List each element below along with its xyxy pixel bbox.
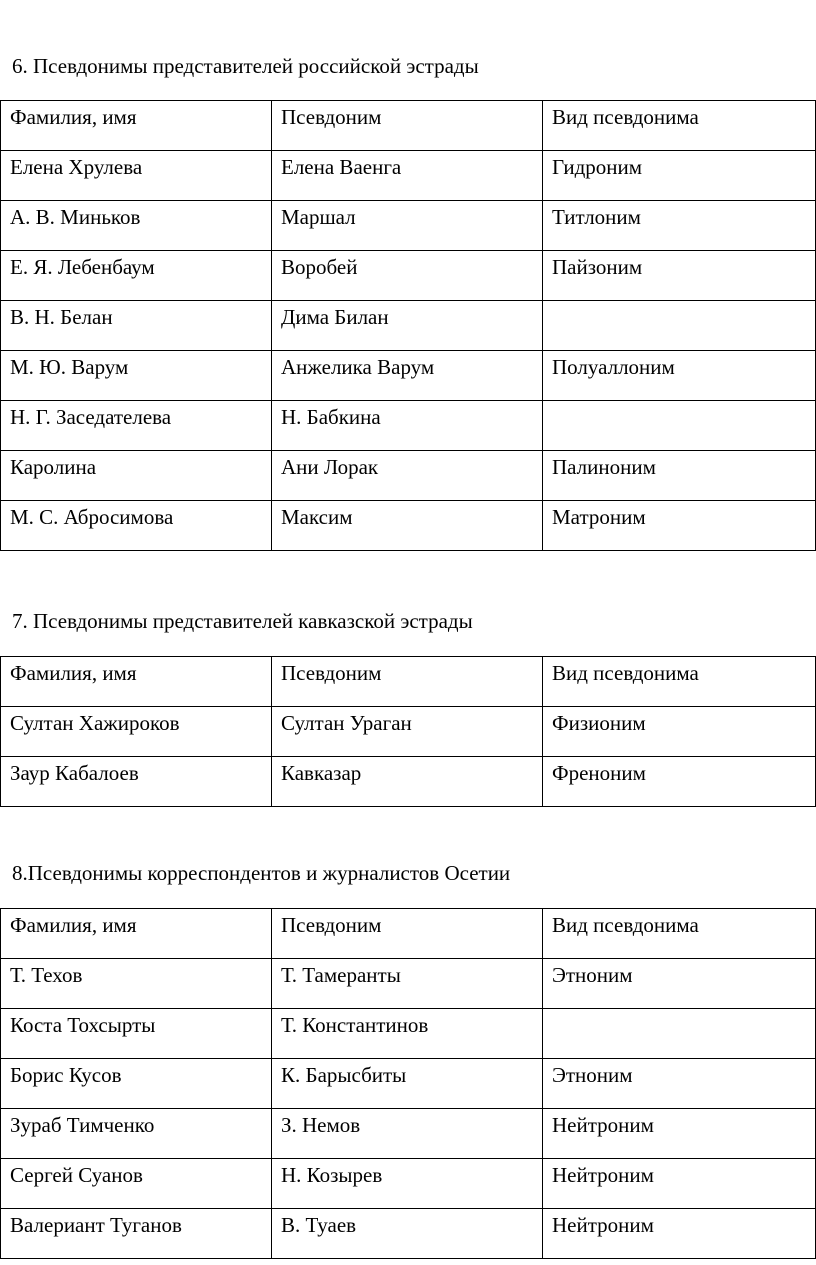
header-cell-type: Вид псевдонима <box>543 657 816 707</box>
cell-pseudonym: Ани Лорак <box>272 451 543 501</box>
cell-name: Султан Хажироков <box>1 707 272 757</box>
table-row <box>1 1209 816 1259</box>
cell-pseudonym: Т. Тамеранты <box>272 959 543 1009</box>
cell-type: Нейтроним <box>543 1209 816 1259</box>
header-cell-name: Фамилия, имя <box>1 657 272 707</box>
cell-pseudonym: Воробей <box>272 251 543 301</box>
cell-pseudonym: З. Немов <box>272 1109 543 1159</box>
cell-type: Физионим <box>543 707 816 757</box>
table-row <box>1 351 816 401</box>
header-cell-pseudonym: Псевдоним <box>272 909 543 959</box>
cell-pseudonym: К. Барысбиты <box>272 1059 543 1109</box>
cell-name: Е. Я. Лебенбаум <box>1 251 272 301</box>
cell-pseudonym: Елена Ваенга <box>272 151 543 201</box>
table-ossetian-journalists <box>0 908 816 1259</box>
cell-type: Этноним <box>543 1059 816 1109</box>
cell-name: Заур Кабалоев <box>1 757 272 807</box>
cell-pseudonym: Анжелика Варум <box>272 351 543 401</box>
cell-pseudonym: Кавказар <box>272 757 543 807</box>
section-6-title: 6. Псевдонимы представителей российской эстрады <box>12 54 479 78</box>
section-8-title: 8.Псевдонимы корреспондентов и журналистов Осетии <box>12 861 511 885</box>
table-caucasian-pop <box>0 656 816 807</box>
cell-type: Гидроним <box>543 151 816 201</box>
cell-type <box>543 401 816 451</box>
table-row <box>1 151 816 201</box>
cell-type: Пайзоним <box>543 251 816 301</box>
table-row <box>1 1159 816 1209</box>
header-cell-type: Вид псевдонима <box>543 909 816 959</box>
cell-pseudonym: Султан Ураган <box>272 707 543 757</box>
header-cell-name: Фамилия, имя <box>1 909 272 959</box>
cell-name: Борис Кусов <box>1 1059 272 1109</box>
table-header-row <box>1 909 816 959</box>
cell-pseudonym: В. Туаев <box>272 1209 543 1259</box>
cell-name: В. Н. Белан <box>1 301 272 351</box>
cell-type: Палиноним <box>543 451 816 501</box>
cell-name: Т. Техов <box>1 959 272 1009</box>
section-7-title: 7. Псевдонимы представителей кавказской эстрады <box>12 609 473 633</box>
cell-name: А. В. Миньков <box>1 201 272 251</box>
cell-name: Зураб Тимченко <box>1 1109 272 1159</box>
cell-name: М. С. Абросимова <box>1 501 272 551</box>
table-row <box>1 757 816 807</box>
header-cell-pseudonym: Псевдоним <box>272 657 543 707</box>
table-row <box>1 451 816 501</box>
cell-pseudonym: Максим <box>272 501 543 551</box>
table-row <box>1 1059 816 1109</box>
cell-type: Этноним <box>543 959 816 1009</box>
cell-type <box>543 1009 816 1059</box>
cell-type: Нейтроним <box>543 1159 816 1209</box>
cell-name: Н. Г. Заседателева <box>1 401 272 451</box>
cell-name: Сергей Суанов <box>1 1159 272 1209</box>
cell-pseudonym: Маршал <box>272 201 543 251</box>
table-russian-pop <box>0 100 816 551</box>
table-header-row <box>1 657 816 707</box>
cell-pseudonym: Т. Константинов <box>272 1009 543 1059</box>
cell-pseudonym: Дима Билан <box>272 301 543 351</box>
table-row <box>1 707 816 757</box>
table-row <box>1 251 816 301</box>
cell-type: Полуаллоним <box>543 351 816 401</box>
table-row <box>1 201 816 251</box>
cell-type: Френоним <box>543 757 816 807</box>
table-row <box>1 1009 816 1059</box>
cell-type: Матроним <box>543 501 816 551</box>
header-cell-name: Фамилия, имя <box>1 101 272 151</box>
table-row <box>1 959 816 1009</box>
cell-name: Валериант Туганов <box>1 1209 272 1259</box>
table-row <box>1 1109 816 1159</box>
header-cell-pseudonym: Псевдоним <box>272 101 543 151</box>
table-row <box>1 301 816 351</box>
cell-pseudonym: Н. Козырев <box>272 1159 543 1209</box>
cell-pseudonym: Н. Бабкина <box>272 401 543 451</box>
cell-name: Елена Хрулева <box>1 151 272 201</box>
header-cell-type: Вид псевдонима <box>543 101 816 151</box>
cell-name: Коста Тохсырты <box>1 1009 272 1059</box>
table-row <box>1 401 816 451</box>
cell-type <box>543 301 816 351</box>
table-row <box>1 501 816 551</box>
cell-type: Нейтроним <box>543 1109 816 1159</box>
cell-name: М. Ю. Варум <box>1 351 272 401</box>
cell-name: Каролина <box>1 451 272 501</box>
table-header-row <box>1 101 816 151</box>
cell-type: Титлоним <box>543 201 816 251</box>
